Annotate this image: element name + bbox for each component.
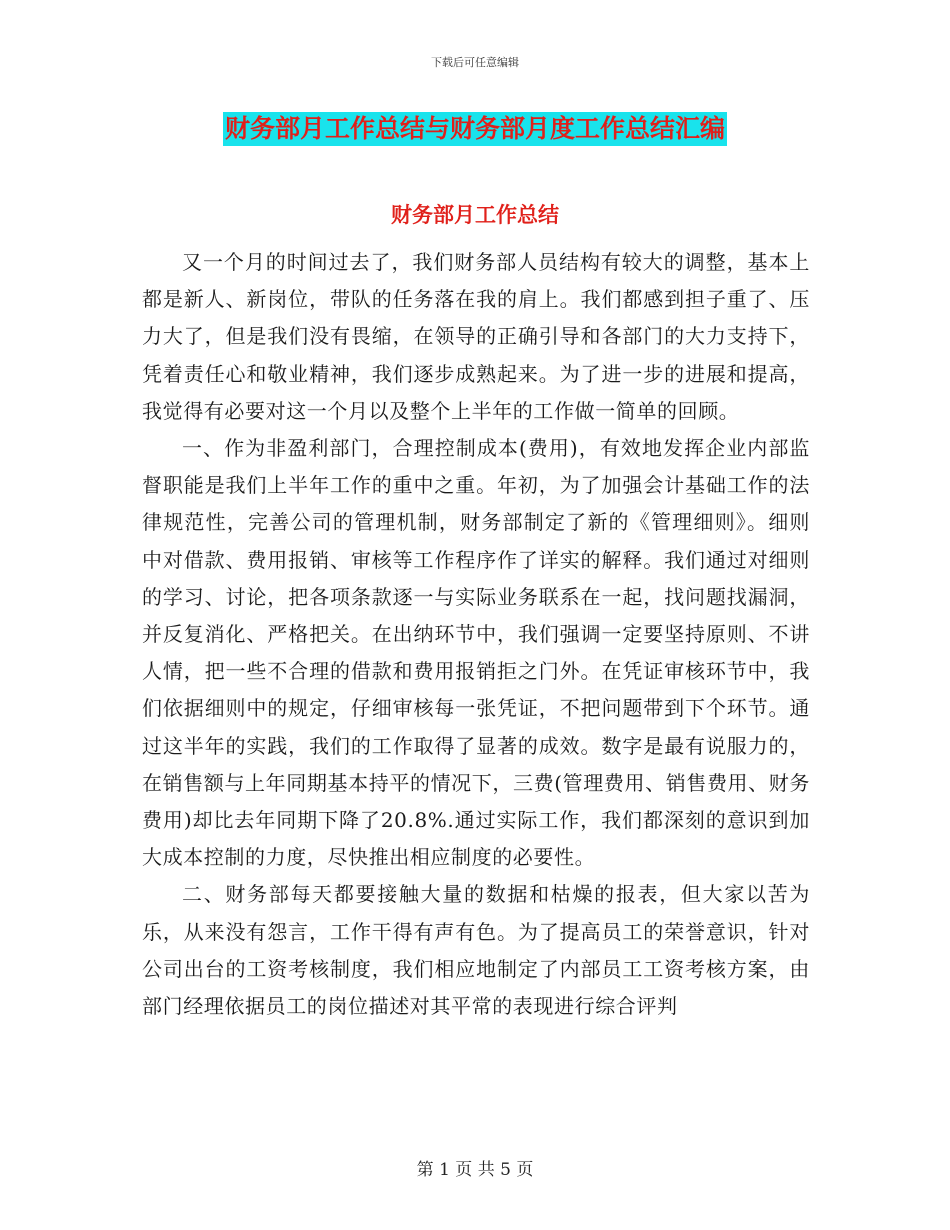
section-title: 财务部月工作总结: [391, 203, 559, 227]
document-title: 财务部月工作总结与财务部月度工作总结汇编: [223, 112, 727, 146]
paragraph-cost-control: 一、作为非盈利部门，合理控制成本(费用)，有效地发挥企业内部监督职能是我们上半年工作的重中之重。年初，为了加强会计基础工作的法律规范性，完善公司的管理机制，财务部制定了新的《管理细则》。细则中对借款、费用报销、审核等工作程序作了详实的解释。我们通过对细则的学习、讨论，把各项条款逐一与实际业务联系在一起，找问题找漏洞，并反复消化、严格把关。在出纳环节中，我们强调一定要坚持原则、不讲人情，把一些不合理的借款和费用报销拒之门外。在凭证审核环节中，我们依据细则中的规定，仔细审核每一张凭证，不把问题带到下个环节。通过这半年的实践，我们的工作取得了显著的成效。数字是最有说服力的，在销售额与上年同期基本持平的情况下，三费(管理费用、销售费用、财务费用)却比去年同期下降了20.8%.通过实际工作，我们都深刻的意识到加大成本控制的力度，尽快推出相应制度的必要性。: [142, 436, 810, 870]
paragraph-team-work: 二、财务部每天都要接触大量的数据和枯燥的报表，但大家以苦为乐，从来没有怨言，工作干得有声有色。为了提高员工的荣誉意识，针对公司出台的工资考核制度，我们相应地制定了内部员工工资考核方案，由部门经理依据员工的岗位描述对其平常的表现进行综合评判: [142, 882, 810, 1019]
page-number: 第 1 页 共 5 页: [416, 1160, 534, 1180]
document-body: [142, 244, 810, 1025]
paragraph-intro: 又一个月的时间过去了，我们财务部人员结构有较大的调整，基本上都是新人、新岗位，带队的任务落在我的肩上。我们都感到担子重了、压力大了，但是我们没有畏缩，在领导的正确引导和各部门的大力支持下，凭着责任心和敬业精神，我们逐步成熟起来。为了进一步的进展和提高，我觉得有必要对这一个月以及整个上半年的工作做一简单的回顾。: [142, 250, 810, 423]
header-note: 下载后可任意编辑: [431, 56, 519, 69]
document-title-container: [0, 112, 950, 146]
